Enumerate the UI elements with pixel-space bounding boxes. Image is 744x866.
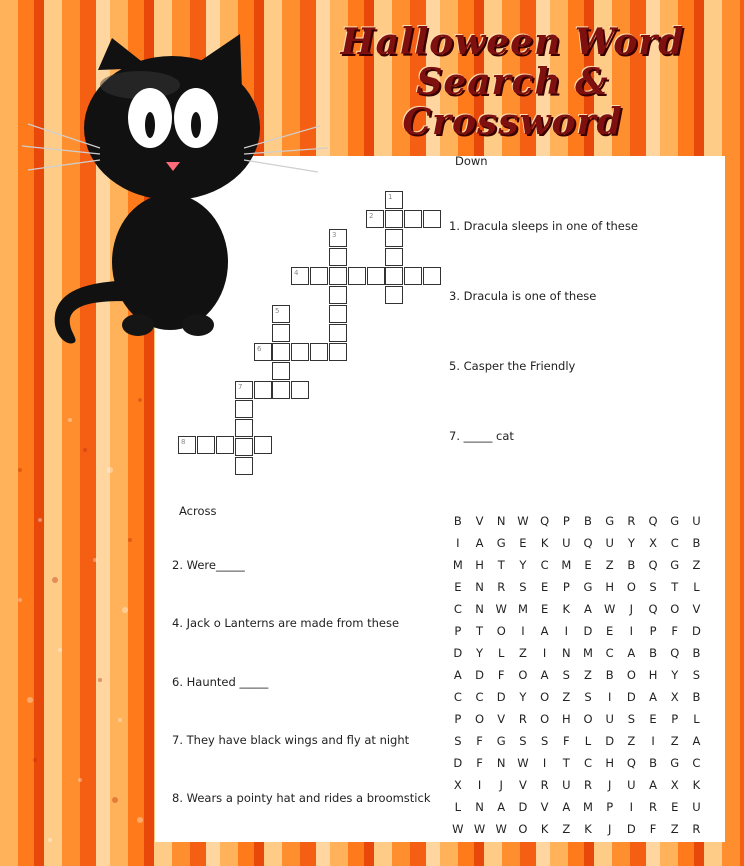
word-search-letter[interactable]: T	[497, 558, 505, 572]
clue-number: 2	[369, 212, 374, 220]
word-search-letter[interactable]: X	[453, 778, 462, 792]
word-search-letter[interactable]: V	[540, 800, 549, 814]
crossword-cell[interactable]	[235, 381, 253, 399]
word-search-letter[interactable]: K	[540, 536, 549, 550]
word-search-letter[interactable]: A	[475, 536, 484, 550]
word-search-letter[interactable]: I	[456, 536, 460, 550]
crossword-cell[interactable]	[385, 210, 403, 228]
crossword-cell[interactable]	[404, 210, 422, 228]
crossword-cell[interactable]	[235, 457, 253, 475]
down-clue: 3. Dracula is one of these	[449, 289, 597, 303]
word-search-row	[447, 818, 707, 840]
word-search-letter[interactable]: O	[496, 624, 506, 638]
word-search-letter[interactable]: I	[542, 756, 547, 770]
across-clue: 7. They have black wings and fly at night	[172, 733, 410, 747]
word-search-letter[interactable]: U	[562, 778, 571, 792]
word-search-letter[interactable]: X	[670, 778, 679, 792]
word-search-letter[interactable]: H	[605, 756, 614, 770]
word-search-letter[interactable]: W	[495, 822, 507, 836]
word-search-letter[interactable]: O	[583, 712, 593, 726]
clue-number: 5	[275, 307, 280, 315]
word-search-letter[interactable]: L	[498, 646, 505, 660]
word-search-letter[interactable]: W	[517, 514, 529, 528]
word-search-letter[interactable]: L	[454, 800, 462, 814]
word-search-letter[interactable]: R	[692, 822, 701, 836]
word-search-letter[interactable]: P	[454, 624, 462, 638]
clue-number: 7	[238, 383, 243, 391]
word-search-letter[interactable]: I	[651, 734, 655, 748]
crossword-cell[interactable]	[254, 381, 272, 399]
word-search-row	[447, 796, 707, 818]
crossword-cell[interactable]	[254, 436, 272, 454]
word-search-letter[interactable]: A	[540, 624, 549, 638]
word-search-letter[interactable]: W	[452, 822, 464, 836]
word-search-letter[interactable]: O	[540, 690, 550, 704]
word-search-letter[interactable]: E	[671, 800, 679, 814]
word-search-letter[interactable]: S	[649, 580, 657, 594]
across-clue: 6. Haunted _____	[172, 675, 269, 689]
word-search-letter[interactable]: Y	[519, 558, 527, 572]
word-search-letter[interactable]: E	[540, 602, 549, 616]
word-search-letter[interactable]: L	[584, 734, 592, 748]
word-search-letter[interactable]: B	[692, 690, 701, 704]
word-search-letter[interactable]: N	[475, 580, 484, 594]
word-search-letter[interactable]: D	[626, 690, 636, 704]
word-search-letter[interactable]: A	[584, 602, 592, 616]
word-search-letter[interactable]: W	[495, 602, 507, 616]
word-search-letter[interactable]: C	[670, 536, 679, 550]
word-search-letter[interactable]: V	[692, 602, 701, 616]
word-search-letter[interactable]: B	[649, 646, 657, 660]
crossword-cell[interactable]	[178, 436, 196, 454]
page-title	[285, 22, 740, 142]
word-search-letter[interactable]: A	[649, 690, 657, 704]
title-line-2: Search &	[416, 61, 609, 103]
word-search-letter[interactable]: S	[627, 712, 635, 726]
word-search-letter[interactable]: A	[497, 800, 506, 814]
clue-number: 3	[332, 231, 337, 239]
word-search-letter[interactable]: O	[670, 602, 680, 616]
word-search-letter[interactable]: Z	[670, 822, 679, 836]
word-search-letter[interactable]: G	[670, 558, 680, 572]
word-search-letter[interactable]: V	[497, 712, 506, 726]
word-search-letter[interactable]: Y	[476, 646, 484, 660]
word-search-letter[interactable]: N	[475, 800, 484, 814]
word-search-letter[interactable]: Y	[627, 536, 635, 550]
word-search-letter[interactable]: E	[540, 580, 549, 594]
word-search-letter[interactable]: A	[627, 646, 636, 660]
crossword-cell[interactable]	[348, 267, 366, 285]
word-search-letter[interactable]: Q	[583, 536, 593, 550]
word-search-letter[interactable]: Q	[648, 514, 658, 528]
crossword-cell[interactable]	[385, 248, 403, 266]
crossword-cell[interactable]	[235, 419, 253, 437]
word-search-letter[interactable]: E	[584, 558, 592, 572]
word-search-row	[447, 620, 707, 642]
word-search-letter[interactable]: K	[540, 822, 549, 836]
word-search-letter[interactable]: C	[540, 558, 549, 572]
word-search-letter[interactable]: N	[496, 756, 506, 770]
word-search-letter[interactable]: B	[692, 646, 701, 660]
word-search-letter[interactable]: B	[605, 668, 614, 682]
word-search-letter[interactable]: C	[605, 646, 614, 660]
crossword-cell[interactable]	[235, 400, 253, 418]
word-search-letter[interactable]: K	[692, 778, 701, 792]
down-clue: 1. Dracula sleeps in one of these	[449, 219, 638, 233]
word-search-letter[interactable]: L	[693, 712, 700, 726]
word-search-letter[interactable]: Q	[648, 602, 658, 616]
word-search-letter[interactable]: R	[518, 712, 527, 726]
word-search-letter[interactable]: E	[519, 536, 527, 550]
word-search-letter[interactable]: P	[562, 514, 570, 528]
word-search-letter[interactable]: H	[648, 668, 658, 682]
crossword-cell[interactable]	[235, 438, 253, 456]
word-search-letter[interactable]: D	[583, 624, 593, 638]
word-search-letter[interactable]: T	[671, 580, 679, 594]
crossword-cell[interactable]	[385, 229, 403, 247]
word-search-letter[interactable]: M	[517, 602, 528, 616]
word-search-letter[interactable]: Z	[562, 690, 571, 704]
word-search-letter[interactable]: Z	[670, 734, 679, 748]
word-search-letter[interactable]: M	[452, 558, 463, 572]
word-search-letter[interactable]: I	[629, 624, 634, 638]
clue-number: 6	[257, 345, 262, 353]
word-search-letter[interactable]: I	[629, 800, 634, 814]
down-clue: 5. Casper the Friendly	[449, 359, 576, 373]
word-search-row	[447, 774, 707, 796]
across-clue: 4. Jack o Lanterns are made from these	[172, 616, 400, 630]
word-search-letter[interactable]: Z	[584, 668, 592, 682]
word-search-row	[447, 664, 707, 686]
across-heading: Across	[179, 504, 217, 518]
crossword-cell[interactable]	[272, 362, 290, 380]
word-search-letter[interactable]: H	[475, 558, 484, 572]
word-search-letter[interactable]: S	[562, 668, 570, 682]
word-search-letter[interactable]: F	[476, 756, 483, 770]
word-search-letter[interactable]: C	[453, 602, 462, 616]
word-search-letter[interactable]: V	[518, 778, 527, 792]
word-search-letter[interactable]: Y	[671, 668, 679, 682]
word-search-letter[interactable]: J	[607, 822, 612, 836]
clue-number: 1	[388, 193, 393, 201]
word-search-letter[interactable]: M	[583, 800, 593, 814]
crossword-cell[interactable]	[366, 210, 384, 228]
word-search-letter[interactable]: S	[540, 734, 549, 748]
word-search-letter[interactable]: X	[670, 690, 679, 704]
word-search-letter[interactable]: R	[627, 514, 636, 528]
word-search-letter[interactable]: D	[453, 646, 463, 660]
word-search-letter[interactable]: J	[607, 778, 612, 792]
crossword-cell[interactable]	[272, 381, 290, 399]
word-search-letter[interactable]: G	[583, 580, 593, 594]
word-search-row	[447, 752, 707, 774]
word-search-letter[interactable]: P	[649, 624, 657, 638]
word-search-letter[interactable]: S	[519, 734, 527, 748]
word-search-letter[interactable]: B	[584, 514, 592, 528]
word-search-letter[interactable]: U	[605, 712, 614, 726]
crossword-cell[interactable]	[404, 267, 422, 285]
word-search-letter[interactable]: H	[605, 580, 614, 594]
word-search-letter[interactable]: W	[603, 602, 616, 616]
word-search-letter[interactable]: J	[629, 602, 634, 616]
word-search-letter[interactable]: G	[670, 756, 680, 770]
word-search-letter[interactable]: P	[606, 800, 614, 814]
word-search-letter[interactable]: H	[561, 712, 571, 726]
word-search-letter[interactable]: D	[605, 734, 615, 748]
word-search-letter[interactable]: F	[476, 734, 483, 748]
down-clue: 7. _____ cat	[449, 429, 514, 443]
word-search-letter[interactable]: T	[476, 624, 484, 638]
clue-number: 4	[294, 269, 299, 277]
word-search-letter[interactable]: N	[496, 514, 506, 528]
crossword-cell[interactable]	[291, 381, 309, 399]
word-search-letter[interactable]: D	[626, 822, 636, 836]
word-search-letter[interactable]: Z	[518, 646, 527, 660]
word-search-row	[447, 510, 707, 532]
word-search-letter[interactable]: E	[649, 712, 657, 726]
word-search-letter[interactable]: B	[692, 536, 701, 550]
word-search-row	[447, 686, 707, 708]
word-search-letter[interactable]: O	[626, 668, 636, 682]
word-search-letter[interactable]: R	[497, 580, 506, 594]
word-search-letter[interactable]: G	[605, 514, 615, 528]
word-search-letter[interactable]: N	[561, 646, 571, 660]
crossword-cell[interactable]	[216, 436, 234, 454]
across-clue: 8. Wears a pointy hat and rides a broomstick	[172, 791, 431, 805]
crossword-cell[interactable]	[197, 436, 215, 454]
word-search-letter[interactable]: Q	[626, 756, 636, 770]
word-search-letter[interactable]: D	[518, 800, 528, 814]
word-search-letter[interactable]: C	[475, 690, 484, 704]
word-search-letter[interactable]: G	[670, 514, 680, 528]
word-search-row	[447, 708, 707, 730]
across-clue: 2. Were_____	[172, 558, 245, 572]
word-search-letter[interactable]: D	[496, 690, 506, 704]
word-search-letter[interactable]: O	[626, 580, 636, 594]
word-search-letter[interactable]: M	[583, 646, 593, 660]
word-search-letter[interactable]: X	[649, 536, 657, 550]
word-search-letter[interactable]: N	[475, 602, 484, 616]
word-search-letter[interactable]: U	[692, 800, 701, 814]
word-search-letter[interactable]: F	[497, 668, 505, 682]
word-search-row	[447, 598, 707, 620]
word-search-letter[interactable]: B	[453, 514, 462, 528]
word-search-letter[interactable]: D	[453, 756, 463, 770]
word-search-letter[interactable]: F	[562, 734, 570, 748]
word-search-letter[interactable]: I	[607, 690, 612, 704]
word-search-letter[interactable]: O	[540, 712, 550, 726]
word-search-letter[interactable]: A	[562, 800, 571, 814]
word-search-letter[interactable]: U	[562, 536, 571, 550]
word-search-letter[interactable]: B	[649, 756, 657, 770]
word-search-letter[interactable]: P	[562, 580, 570, 594]
word-search-letter[interactable]: E	[454, 580, 462, 594]
word-search-letter[interactable]: R	[540, 778, 549, 792]
word-search-letter[interactable]: R	[649, 800, 658, 814]
word-search-letter[interactable]: A	[649, 778, 657, 792]
word-search-letter[interactable]: I	[564, 624, 568, 638]
word-search-letter[interactable]: Z	[692, 558, 701, 572]
word-search-letter[interactable]: P	[671, 712, 679, 726]
crossword-cell[interactable]	[385, 191, 403, 209]
word-search-grid	[447, 510, 707, 840]
word-search-letter[interactable]: G	[496, 734, 506, 748]
word-search-letter[interactable]: G	[496, 536, 506, 550]
word-search-letter[interactable]: U	[627, 778, 636, 792]
crossword-cell[interactable]	[385, 267, 403, 285]
word-search-letter[interactable]: I	[477, 778, 482, 792]
word-search-letter[interactable]: D	[691, 624, 701, 638]
word-search-letter[interactable]: O	[475, 712, 485, 726]
word-search-letter[interactable]: Q	[540, 514, 550, 528]
word-search-letter[interactable]: C	[583, 756, 592, 770]
black-cat-illustration	[20, 30, 340, 360]
word-search-letter[interactable]: I	[542, 646, 547, 660]
word-search-letter[interactable]: K	[584, 822, 592, 836]
word-search-letter[interactable]: C	[453, 690, 462, 704]
word-search-letter[interactable]: A	[453, 668, 462, 682]
word-search-letter[interactable]: R	[583, 778, 592, 792]
word-search-row	[447, 576, 707, 598]
word-search-letter[interactable]: A	[692, 734, 701, 748]
word-search-letter[interactable]: M	[561, 558, 572, 572]
word-search-letter[interactable]: Z	[562, 822, 571, 836]
word-search-letter[interactable]: Q	[670, 646, 680, 660]
crossword-cell[interactable]	[367, 267, 385, 285]
word-search-letter[interactable]: S	[454, 734, 462, 748]
word-search-letter[interactable]: F	[671, 624, 679, 638]
word-search-letter[interactable]: W	[473, 822, 486, 836]
word-search-letter[interactable]: O	[518, 822, 528, 836]
clue-number: 8	[181, 438, 186, 446]
crossword-cell[interactable]	[423, 267, 441, 285]
word-search-letter[interactable]: S	[519, 580, 527, 594]
word-search-letter[interactable]: V	[475, 514, 484, 528]
word-search-letter[interactable]: P	[454, 712, 462, 726]
word-search-letter[interactable]: K	[562, 602, 571, 616]
word-search-letter[interactable]: U	[605, 536, 614, 550]
title-line-1: Halloween Word	[340, 21, 685, 63]
word-search-letter[interactable]: Q	[648, 558, 658, 572]
word-search-letter[interactable]: E	[606, 624, 614, 638]
word-search-letter[interactable]: T	[562, 756, 570, 770]
word-search-letter[interactable]: B	[627, 558, 636, 572]
word-search-row	[447, 532, 707, 554]
crossword-cell[interactable]	[385, 286, 403, 304]
word-search-letter[interactable]: I	[521, 624, 525, 638]
word-search-letter[interactable]: C	[692, 756, 701, 770]
word-search-letter[interactable]: J	[499, 778, 503, 792]
down-heading: Down	[455, 154, 488, 168]
word-search-letter[interactable]: W	[517, 756, 529, 770]
word-search-row	[447, 730, 707, 752]
word-search-letter[interactable]: A	[540, 668, 549, 682]
title-line-3: Crossword	[402, 101, 623, 143]
word-search-letter[interactable]: F	[649, 822, 657, 836]
word-search-row	[447, 554, 707, 576]
word-search-letter[interactable]: S	[584, 690, 592, 704]
word-search-letter[interactable]: U	[692, 514, 701, 528]
word-search-letter[interactable]: S	[692, 668, 701, 682]
word-search-letter[interactable]: O	[518, 668, 528, 682]
word-search-row	[447, 642, 707, 664]
word-search-letter[interactable]: L	[693, 580, 700, 594]
word-search-letter[interactable]: Z	[627, 734, 636, 748]
word-search-letter[interactable]: Z	[605, 558, 614, 572]
crossword-cell[interactable]	[423, 210, 441, 228]
word-search-letter[interactable]: D	[475, 668, 484, 682]
word-search-letter[interactable]: Y	[519, 690, 527, 704]
